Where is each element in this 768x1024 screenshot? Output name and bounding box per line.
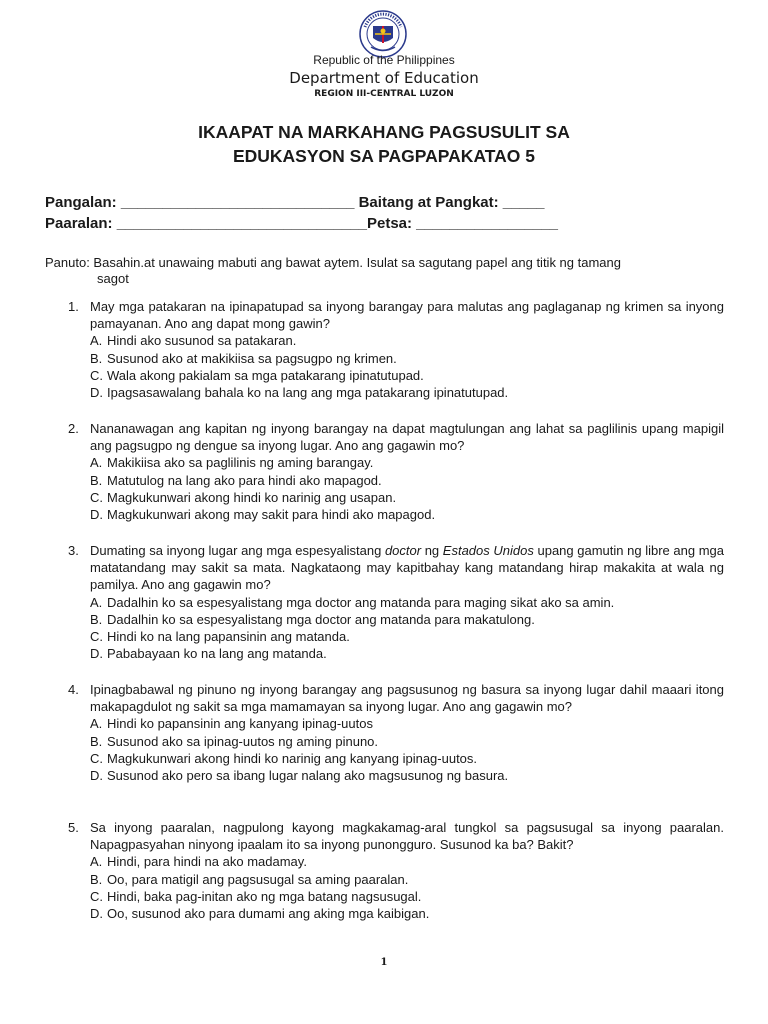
question-number: 2.	[68, 421, 79, 436]
option-a[interactable]: A. Hindi ko papansinin ang kanyang ipinag-uutos	[90, 716, 373, 732]
option-c[interactable]: C. Magkukunwari akong hindi ko narinig ang usapan.	[90, 489, 397, 505]
question-2	[68, 420, 724, 523]
question-stem: Ipinagbabawal ng pinuno ng inyong barangay ang pagsusunog ng basura sa inyong lugar dahil maaari itong makapagdulot ng sakit sa mga mamamayan sa inyong lugar. Ano ang gagawin mo?	[90, 682, 724, 715]
exam-title-line-1: IKAAPAT NA MARKAHANG PAGSUSULIT SA	[198, 122, 570, 142]
republic-heading: Republic of the Philippines	[313, 53, 455, 67]
option-d[interactable]: D. Pababayaan ko na lang ang matanda.	[90, 646, 327, 662]
option-c[interactable]: C. Hindi, baka pag-initan ako ng mga batang nagsusugal.	[90, 888, 422, 904]
option-c[interactable]: C. Hindi ko na lang papansinin ang matanda.	[90, 629, 350, 645]
option-b[interactable]: B. Oo, para matigil ang pagsusugal sa aming paaralan.	[90, 871, 409, 887]
option-b[interactable]: B. Matutulog na lang ako para hindi ako mapagod.	[90, 472, 382, 488]
question-1	[68, 298, 724, 401]
question-number: 4.	[68, 682, 79, 697]
deped-seal-logo	[359, 10, 407, 58]
region-heading: REGION III-CENTRAL LUZON	[314, 89, 454, 99]
option-b[interactable]: B. Susunod ako sa ipinag-uutos ng aming pinuno.	[90, 733, 379, 749]
directions-line-2: sagot	[97, 271, 129, 286]
question-number: 5.	[68, 820, 79, 835]
italic-term: doctor	[384, 543, 422, 558]
school-date-field[interactable]: Paaralan: ______________________________Petsa: _________________	[45, 215, 558, 232]
exam-title-line-2: EDUKASYON SA PAGPAPAKATAO 5	[232, 146, 536, 166]
question-4	[68, 681, 724, 784]
option-d[interactable]: D. Ipagsasawalang bahala ko na lang ang mga patakarang ipinatutupad.	[90, 385, 509, 401]
question-stem: May mga patakaran na ipinapatupad sa inyong barangay para malutas ang paglaganap ng krimen sa inyong pamayanan. Ano ang dapat mong gawin?	[90, 299, 724, 332]
question-3	[68, 542, 724, 662]
option-d[interactable]: D. Oo, susunod ako para dumami ang aking mga kaibigan.	[90, 906, 430, 922]
option-a[interactable]: A. Makikiisa ako sa paglilinis ng aming barangay.	[90, 455, 374, 471]
option-a[interactable]: A. Dadalhin ko sa espesyalistang mga doctor ang matanda para maging sikat ako sa amin.	[90, 594, 615, 610]
question-number: 3.	[68, 543, 79, 558]
question-stem: Nananawagan ang kapitan ng inyong barangay na dapat magtulungan ang lahat sa paglilinis upang mapigil ang pagsugpo ng dengue sa inyong lugar. Ano ang gagawin mo?	[90, 421, 724, 454]
department-heading: Department of Education	[289, 69, 479, 87]
option-c[interactable]: C. Magkukunwari akong hindi ko narinig ang kanyang ipinag-uutos.	[90, 750, 478, 766]
option-d[interactable]: D. Magkukunwari akong may sakit para hindi ako mapagod.	[90, 507, 436, 523]
italic-term: Estados Unidos	[442, 543, 534, 558]
question-number: 1.	[68, 299, 79, 314]
option-b[interactable]: B. Susunod ako at makikiisa sa pagsugpo ng krimen.	[90, 350, 397, 366]
option-a[interactable]: A. Hindi, para hindi na ako madamay.	[90, 854, 307, 870]
name-grade-section-field[interactable]: Pangalan: ____________________________ Baitang at Pangkat: _____	[45, 194, 545, 211]
option-c[interactable]: C. Wala akong pakialam sa mga patakarang ipinatutupad.	[90, 367, 424, 383]
question-5	[68, 819, 724, 922]
directions	[45, 255, 725, 287]
option-d[interactable]: D. Susunod ako pero sa ibang lugar nalang ako magsusunog ng basura.	[90, 768, 509, 784]
option-b[interactable]: B. Dadalhin ko sa espesyalistang mga doctor ang matanda para makatulong.	[90, 611, 535, 627]
directions-line-1: Panuto: Basahin.at unawaing mabuti ang bawat aytem. Isulat sa sagutang papel ang titik ng tamang	[45, 255, 621, 270]
question-stem: Dumating sa inyong lugar ang mga espesyalistang doctor ng Estados Unidos upang gamutin ng libre ang mga matatandang may sakit sa mata. Nagkataong may kapitbahay kang matandang hirap makakita at wala ng pamilya. Ano ang gagawin mo?	[90, 543, 725, 593]
page-number: 1	[380, 957, 388, 968]
option-a[interactable]: A. Hindi ako susunod sa patakaran.	[90, 333, 297, 349]
question-stem: Sa inyong paaralan, nagpulong kayong magkakamag-aral tungkol sa pagsusugal sa inyong paaralan. Napagpasyahan ninyong ipaalam ito sa inyong punongguro. Susunod ka ba? Bakit?	[90, 820, 724, 853]
